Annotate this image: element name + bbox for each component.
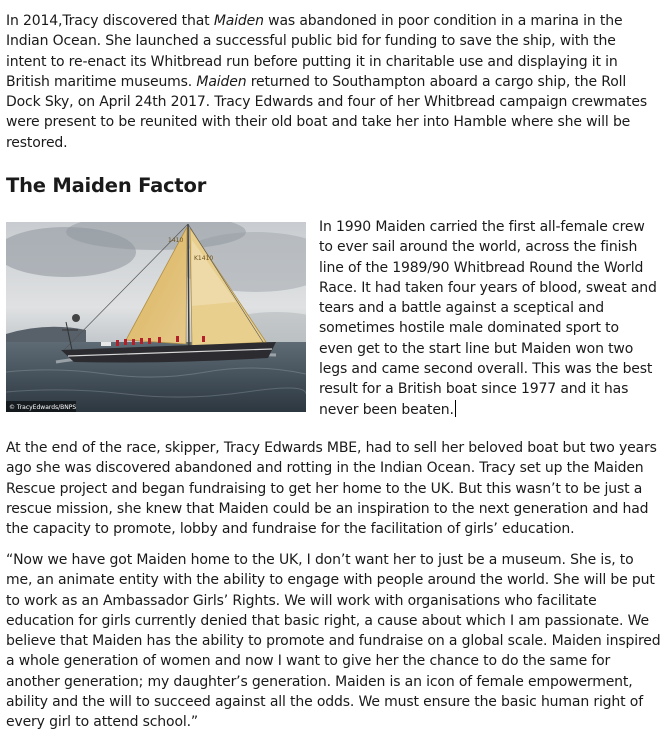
intro-text-3: returned to Southampton aboard a cargo ship, the Roll Dock Sky, on April 24th 2017. Tracy Edwards and four of her Whitbread campaign crewmates were present to be reunited with their old boat and take her into Hamble where she will be restored. (6, 73, 647, 151)
text-cursor (455, 400, 457, 417)
side-paragraph (319, 217, 657, 420)
intro-ship-name-1: Maiden (213, 13, 264, 29)
intro-ship-name-2: Maiden (196, 73, 247, 90)
intro-paragraph (6, 11, 656, 153)
sailboat-photo (6, 222, 306, 412)
section-heading: The Maiden Factor (6, 174, 207, 197)
paragraph-race-aftermath: At the end of the race, skipper, Tracy Edwards MBE, had to sell her beloved boat but two years ago she was discovered abandoned and rotting in the Indian Ocean. Tracy set up the Maiden Rescue project and began fundraising to get her home to the UK. But this wasn’t to be just a rescue mission, she knew that Maiden could be an inspiration to the next generation and had the capacity to promote, lobby and fundraise for the facilitation of girls’ education. (6, 440, 657, 538)
intro-text-2: was abandoned in poor condition in a marina in the Indian Ocean. She launched a successful public bid for funding to save the ship, with the intent to re-enact its Whitbread run before putting it in charitable use and displaying it in British maritime museums. (6, 13, 623, 90)
photo-credit: © TracyEdwards/BNPS (9, 404, 77, 411)
side-paragraph-text: In 1990 Maiden carried the first all-female crew to ever sail around the world, across the finish line of the 1989/90 Whitbread Round the World Race. It had taken four years of blood, sweat and tears and a battle against a sceptical and sometimes hostile male dominated sport to even get to the start line but Maiden won two legs and came second overall. This was the best result for a British boat since 1977 and it has never been beaten. (319, 219, 657, 418)
paragraph-quote: “Now we have got Maiden home to the UK, I don’t want her to just be a museum. She is, to me, an animate entity with the ability to engage with people around the world. She will be put to work as an Ambassador Girls’ Rights. We will work with organisations who facilitate education for girls currently denied that basic right, a cause about which I am passionate. We believe that Maiden has the ability to promote and fundraise on a global scale. Maiden inspired a whole generation of women and now I want to give her the chance to do the same for another generation; my daughter’s generation. Maiden is an icon of female empowerment, ability and the will to succeed against all the odds. We must ensure the basic human right of every girl to attend school.” (6, 552, 661, 731)
jib-sail-number: 1410 (168, 237, 184, 244)
intro-text-1: In 2014,Tracy discovered that (6, 13, 214, 29)
mainsail-number: K1410 (194, 255, 214, 262)
